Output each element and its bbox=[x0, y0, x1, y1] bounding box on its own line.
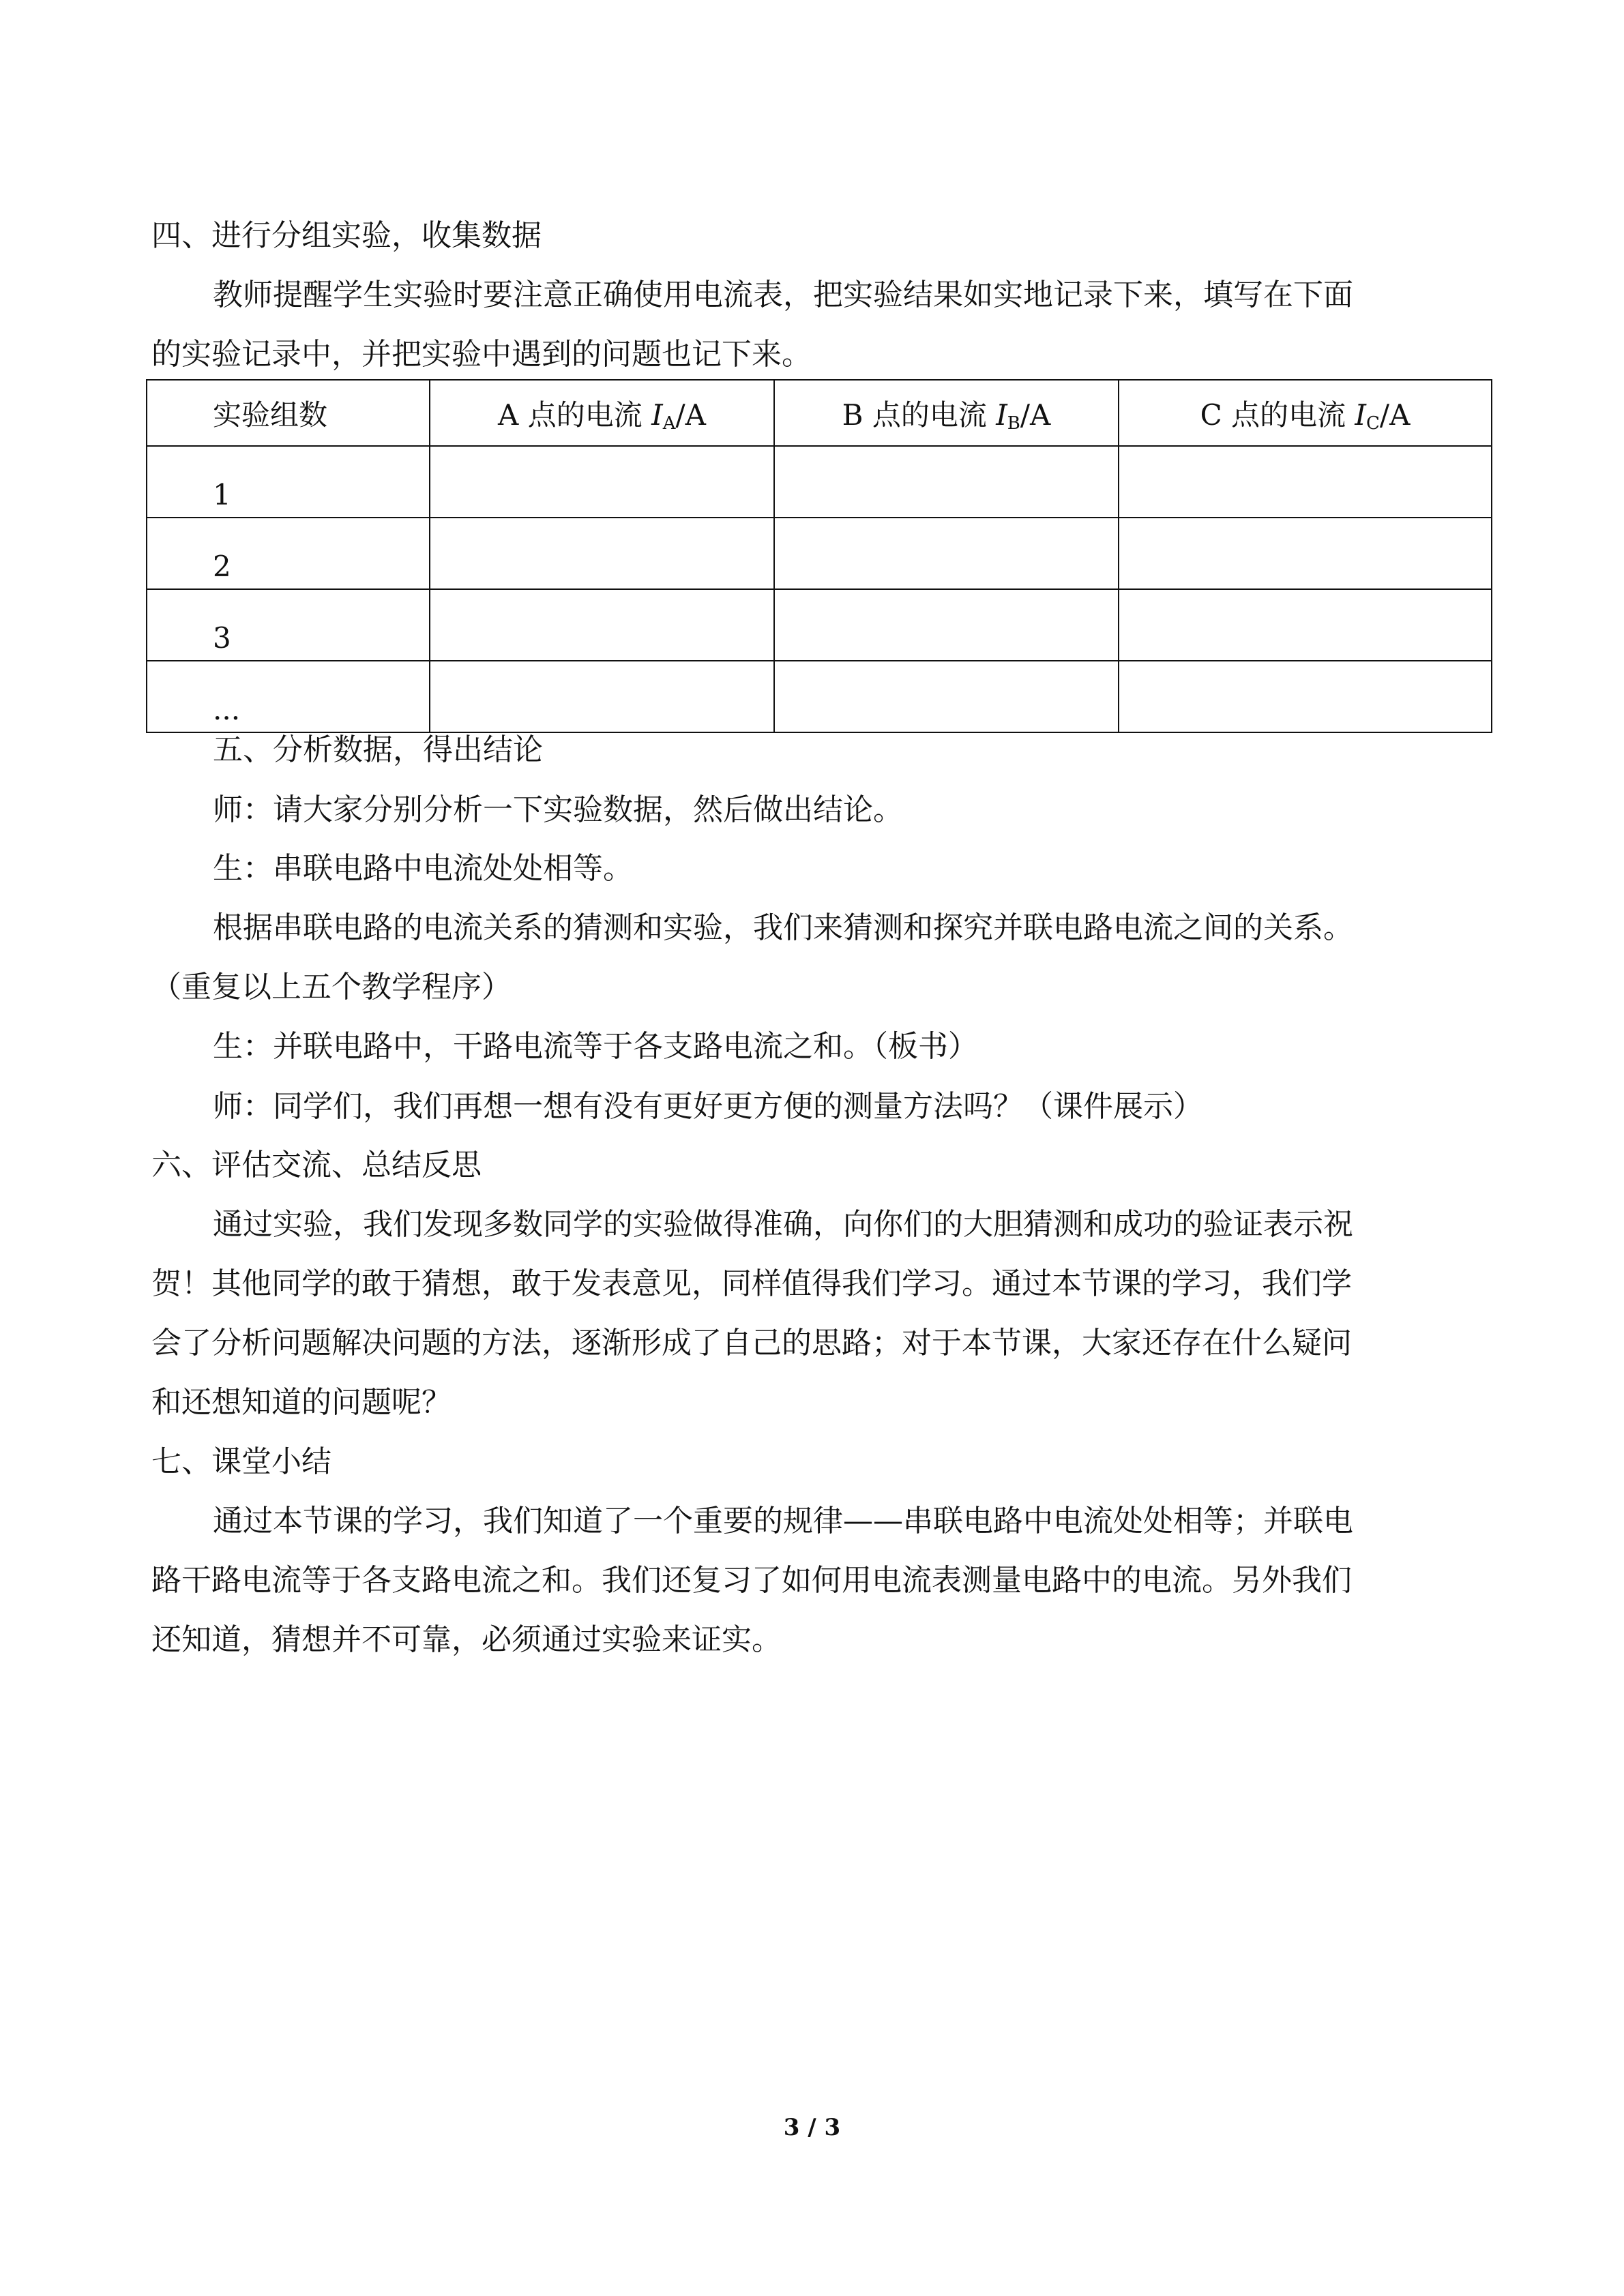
experiment-record-table bbox=[146, 379, 1492, 733]
teacher-line-2: 师：同学们，我们再想一想有没有更好更方便的测量方法吗？（课件展示） bbox=[213, 1089, 1203, 1124]
section-5-paragraph-line-2: （重复以上五个教学程序） bbox=[151, 970, 512, 1004]
student-line-2: 生：并联电路中，干路电流等于各支路电流之和。（板书） bbox=[213, 1029, 978, 1064]
cell-current-b bbox=[774, 446, 1119, 518]
section-7-line-2: 路干路电流等于各支路电流之和。我们还复习了如何用电流表测量电路中的电流。另外我们 bbox=[151, 1563, 1352, 1598]
teacher-line-1: 师：请大家分别分析一下实验数据，然后做出结论。 bbox=[213, 792, 903, 827]
cell-current-a bbox=[430, 518, 774, 589]
cell-current-a bbox=[430, 589, 774, 661]
table-row bbox=[147, 446, 1492, 518]
header-group-count: 实验组数 bbox=[147, 380, 430, 446]
section-5-heading: 五、分析数据，得出结论 bbox=[213, 732, 543, 767]
section-6-line-4: 和还想知道的问题呢？ bbox=[151, 1385, 452, 1420]
section-6-line-3: 会了分析问题解决问题的方法，逐渐形成了自己的思路；对于本节课，大家还存在什么疑问 bbox=[151, 1326, 1352, 1360]
section-7-line-1: 通过本节课的学习，我们知道了一个重要的规律——串联电路中电流处处相等；并联电 bbox=[213, 1504, 1353, 1538]
cell-current-c bbox=[1119, 446, 1492, 518]
cell-current-b bbox=[774, 589, 1119, 661]
row-group-label: 1 bbox=[147, 446, 430, 518]
row-group-label: ... bbox=[147, 661, 430, 732]
table-row bbox=[147, 589, 1492, 661]
section-7-line-3: 还知道，猜想并不可靠，必须通过实验来证实。 bbox=[151, 1622, 782, 1657]
section-4-paragraph-line-1: 教师提醒学生实验时要注意正确使用电流表，把实验结果如实地记录下来，填写在下面 bbox=[213, 278, 1353, 312]
cell-current-b bbox=[774, 661, 1119, 732]
page-number: 3 / 3 bbox=[783, 2114, 841, 2141]
cell-current-b bbox=[774, 518, 1119, 589]
table-row bbox=[147, 661, 1492, 732]
section-5-paragraph-line-1: 根据串联电路的电流关系的猜测和实验，我们来猜测和探究并联电路电流之间的关系。 bbox=[213, 910, 1353, 945]
cell-current-c bbox=[1119, 661, 1492, 732]
section-7-heading: 七、课堂小结 bbox=[151, 1444, 331, 1479]
header-current-c: C 点的电流 $I_C/A$ bbox=[1119, 380, 1492, 446]
section-6-line-2: 贺！其他同学的敢于猜想，敢于发表意见，同样值得我们学习。通过本节课的学习，我们学 bbox=[151, 1266, 1352, 1301]
student-line-1: 生：串联电路中电流处处相等。 bbox=[213, 851, 633, 886]
section-4-paragraph-line-2: 的实验记录中，并把实验中遇到的问题也记下来。 bbox=[151, 337, 812, 372]
section-6-heading: 六、评估交流、总结反思 bbox=[151, 1148, 482, 1182]
table-row bbox=[147, 518, 1492, 589]
cell-current-a bbox=[430, 446, 774, 518]
table-header-row bbox=[147, 380, 1492, 446]
section-6-line-1: 通过实验，我们发现多数同学的实验做得准确，向你们的大胆猜测和成功的验证表示祝 bbox=[213, 1207, 1353, 1242]
cell-current-c bbox=[1119, 589, 1492, 661]
header-current-b: B 点的电流 $I_B/A$ bbox=[774, 380, 1119, 446]
row-group-label: 2 bbox=[147, 518, 430, 589]
section-4-heading: 四、进行分组实验，收集数据 bbox=[151, 218, 542, 253]
cell-current-a bbox=[430, 661, 774, 732]
header-current-a: A 点的电流 $I_A/A$ bbox=[430, 380, 774, 446]
row-group-label: 3 bbox=[147, 589, 430, 661]
cell-current-c bbox=[1119, 518, 1492, 589]
